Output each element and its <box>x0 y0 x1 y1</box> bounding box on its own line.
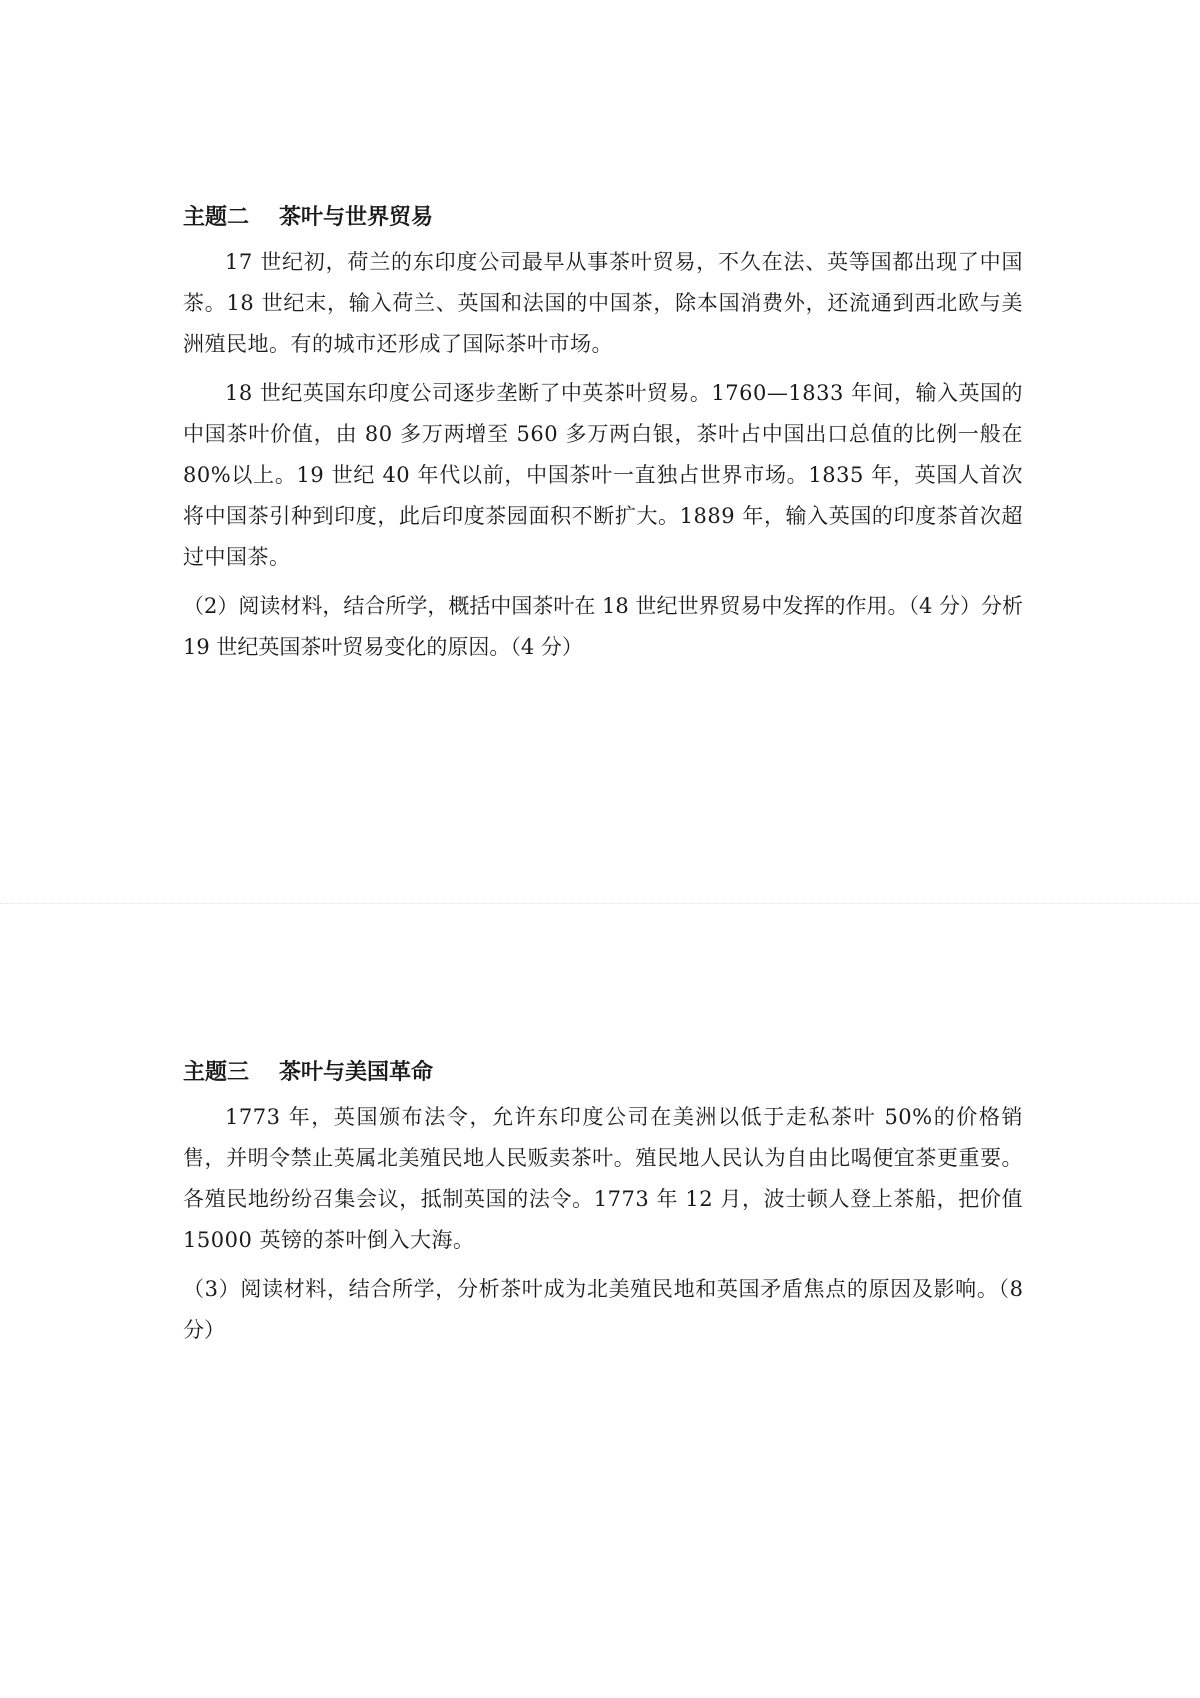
theme2-section <box>183 198 1023 668</box>
theme3-question: （3）阅读材料，结合所学，分析茶叶成为北美殖民地和英国矛盾焦点的原因及影响。（8 分） <box>183 1277 1023 1342</box>
theme2-heading <box>183 198 1023 238</box>
theme2-question: （2）阅读材料，结合所学，概括中国茶叶在 18 世纪世界贸易中发挥的作用。（4 分）分析 19 世纪英国茶叶贸易变化的原因。（4 分） <box>183 594 1023 659</box>
theme3-heading <box>183 1053 1023 1093</box>
page-divider <box>0 903 1200 904</box>
theme2-label: 主题二 <box>183 205 250 230</box>
theme2-title: 茶叶与世界贸易 <box>279 205 434 230</box>
theme3-title: 茶叶与美国革命 <box>279 1060 434 1085</box>
theme3-label: 主题三 <box>183 1060 250 1085</box>
theme3-section <box>183 1053 1023 1351</box>
theme2-paragraph-1: 17 世纪初，荷兰的东印度公司最早从事茶叶贸易，不久在法、英等国都出现了中国茶。18 世纪末，输入荷兰、英国和法国的中国茶，除本国消费外，还流通到西北欧与美洲殖民地。有的城市还形成了国际茶叶市场。 <box>183 250 1023 356</box>
theme2-paragraph-2: 18 世纪英国东印度公司逐步垄断了中英茶叶贸易。1760—1833 年间，输入英国的中国茶叶价值，由 80 多万两增至 560 多万两白银，茶叶占中国出口总值的比例一般在 80%以上。19 世纪 40 年代以前，中国茶叶一直独占世界市场。1835 年，英国人首次将中国茶引种到印度，此后印度茶园面积不断扩大。1889 年，输入英国的印度茶首次超过中国茶。 <box>183 381 1023 569</box>
theme3-paragraph-1: 1773 年，英国颁布法令，允许东印度公司在美洲以低于走私茶叶 50%的价格销售，并明令禁止英属北美殖民地人民贩卖茶叶。殖民地人民认为自由比喝便宜茶更重要。各殖民地纷纷召集会议，抵制英国的法令。1773 年 12 月，波士顿人登上茶船，把价值 15000 英镑的茶叶倒入大海。 <box>183 1105 1023 1252</box>
